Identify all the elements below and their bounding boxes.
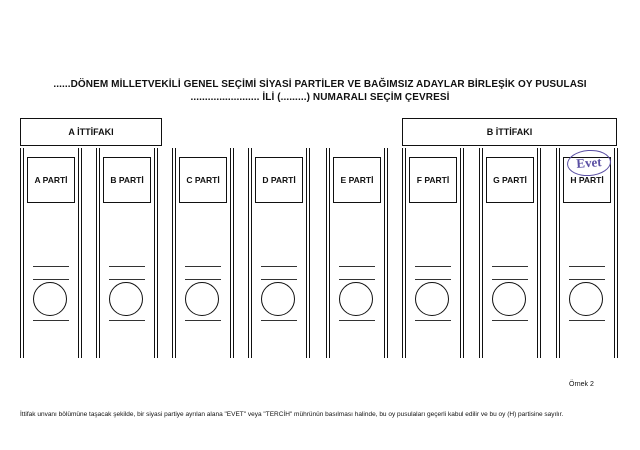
vote-circle[interactable] (33, 282, 67, 316)
alliance-a-box: A İTTİFAKI (20, 118, 162, 146)
column-border (463, 148, 464, 358)
vote-circle[interactable] (185, 282, 219, 316)
column-border (614, 148, 615, 358)
column-border (306, 148, 307, 358)
column-border (96, 148, 97, 358)
divider-line (261, 320, 297, 321)
ballot-subtitle: ........................ İLİ (.........) NUMARALI SEÇİM ÇEVRESİ (190, 92, 450, 103)
party-name-box: A PARTİ (27, 157, 75, 203)
party-column (96, 148, 158, 358)
column-border (326, 148, 327, 358)
divider-line (492, 279, 528, 280)
divider-line (492, 266, 528, 267)
column-border (617, 148, 618, 358)
party-column (248, 148, 310, 358)
divider-line (569, 320, 605, 321)
column-border (172, 148, 173, 358)
divider-line (339, 320, 375, 321)
party-column (20, 148, 82, 358)
vote-circle[interactable] (415, 282, 449, 316)
column-border (157, 148, 158, 358)
column-border (175, 148, 176, 358)
party-name-box: B PARTİ (103, 157, 151, 203)
divider-line (569, 266, 605, 267)
party-column (479, 148, 541, 358)
column-border (99, 148, 100, 358)
divider-line (261, 279, 297, 280)
column-border (230, 148, 231, 358)
divider-line (185, 320, 221, 321)
column-border (20, 148, 21, 358)
divider-line (415, 320, 451, 321)
divider-line (339, 266, 375, 267)
party-name-box: C PARTİ (179, 157, 227, 203)
example-label: Örnek 2 (569, 381, 594, 388)
column-border (460, 148, 461, 358)
column-border (482, 148, 483, 358)
divider-line (261, 266, 297, 267)
divider-line (339, 279, 375, 280)
ballot-title: ......DÖNEM MİLLETVEKİLİ GENEL SEÇİMİ SİYASİ PARTİLER VE BAĞIMSIZ ADAYLAR BİRLEŞİK OY PUSULASI (53, 79, 587, 90)
divider-line (109, 266, 145, 267)
divider-line (33, 320, 69, 321)
party-column (556, 148, 618, 358)
column-border (329, 148, 330, 358)
party-column (172, 148, 234, 358)
column-border (540, 148, 541, 358)
divider-line (569, 279, 605, 280)
column-border (233, 148, 234, 358)
divider-line (109, 279, 145, 280)
party-name-box: F PARTİ (409, 157, 457, 203)
alliance-b-box: B İTTİFAKI (402, 118, 617, 146)
divider-line (109, 320, 145, 321)
divider-line (415, 279, 451, 280)
column-border (154, 148, 155, 358)
divider-line (415, 266, 451, 267)
divider-line (33, 279, 69, 280)
column-border (78, 148, 79, 358)
divider-line (185, 266, 221, 267)
footnote: İttifak unvanı bölümüne taşacak şekilde, bir siyasi partiye ayrılan alana "EVET" veya "TERCİH" mührünün basılması halinde, bu oy pusulaları geçerli kabul edilir ve bu oy (H) partisine sayılır. (20, 411, 564, 418)
column-border (248, 148, 249, 358)
divider-line (185, 279, 221, 280)
party-name-box: G PARTİ (486, 157, 534, 203)
party-column (326, 148, 388, 358)
vote-circle[interactable] (109, 282, 143, 316)
vote-circle[interactable] (569, 282, 603, 316)
column-border (559, 148, 560, 358)
vote-circle[interactable] (261, 282, 295, 316)
divider-line (492, 320, 528, 321)
divider-line (33, 266, 69, 267)
column-border (387, 148, 388, 358)
vote-circle[interactable] (339, 282, 373, 316)
column-border (402, 148, 403, 358)
column-border (537, 148, 538, 358)
column-border (479, 148, 480, 358)
party-name-box: D PARTİ (255, 157, 303, 203)
column-border (23, 148, 24, 358)
column-border (556, 148, 557, 358)
column-border (81, 148, 82, 358)
party-name-box: E PARTİ (333, 157, 381, 203)
column-border (384, 148, 385, 358)
vote-circle[interactable] (492, 282, 526, 316)
party-column (402, 148, 464, 358)
column-border (251, 148, 252, 358)
party-name-box: H PARTİ (563, 157, 611, 203)
evet-stamp: Evet (566, 148, 612, 177)
column-border (405, 148, 406, 358)
column-border (309, 148, 310, 358)
